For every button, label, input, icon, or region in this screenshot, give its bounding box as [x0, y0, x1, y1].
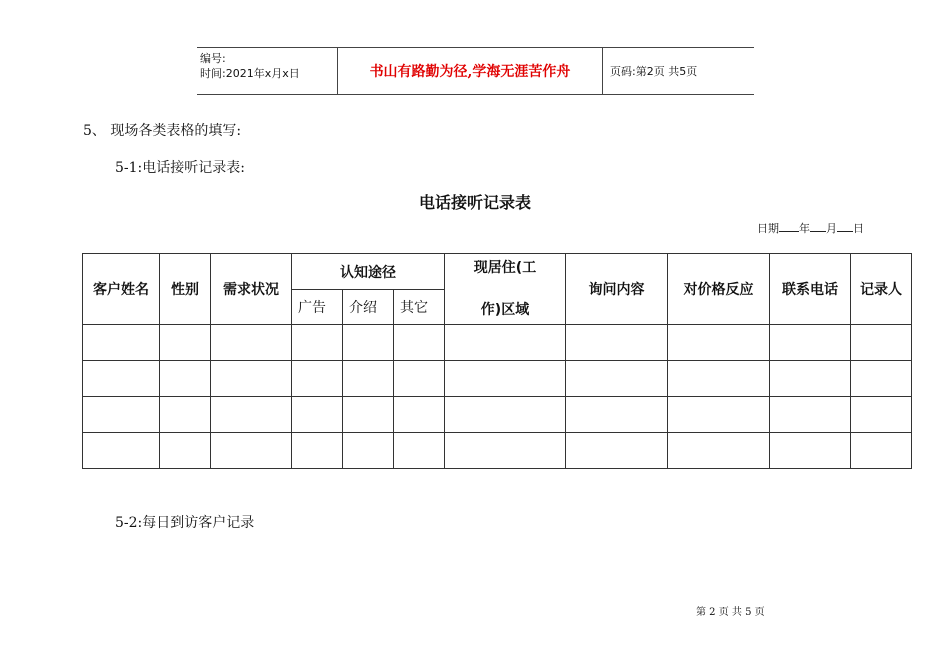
phone-call-record-table: [82, 253, 912, 469]
table-cell: [160, 433, 211, 469]
header-awareness-channel: 认知途径: [292, 254, 445, 290]
table-cell: [668, 325, 770, 361]
document-time-label: 时间:2021年x月x日: [200, 67, 300, 80]
date-label: 日期: [757, 222, 779, 235]
header-residence-area: [445, 254, 566, 325]
table-cell: [343, 433, 394, 469]
table-cell: [292, 325, 343, 361]
table-cell: [83, 325, 160, 361]
header-price-reaction: 对价格反应: [668, 254, 770, 325]
table-cell: [343, 325, 394, 361]
table-cell: [160, 397, 211, 433]
header-gender: 性别: [160, 254, 211, 325]
table-cell: [851, 361, 912, 397]
table-cell: [83, 361, 160, 397]
table-cell: [160, 325, 211, 361]
date-year-blank: [779, 221, 799, 232]
date-month-label: 月: [826, 222, 837, 235]
header-contact-phone: 联系电话: [770, 254, 851, 325]
table-cell: [211, 361, 292, 397]
table-cell: [211, 325, 292, 361]
table-cell: [445, 397, 566, 433]
table-cell: [770, 361, 851, 397]
section-heading-5: 5、 现场各类表格的填写:: [83, 123, 242, 139]
table-cell: [668, 397, 770, 433]
table-header-row: [83, 254, 912, 290]
table-cell: [394, 361, 445, 397]
header-channel-other: 其它: [394, 290, 445, 325]
header-channel-ad: 广告: [292, 290, 343, 325]
header-customer-name: 客户姓名: [83, 254, 160, 325]
section-heading-5-1: 5-1:电话接听记录表:: [115, 160, 245, 176]
table-cell: [566, 397, 668, 433]
header-demand-status: 需求状况: [211, 254, 292, 325]
header-inquiry-content: 询问内容: [566, 254, 668, 325]
table-cell: [211, 433, 292, 469]
date-month-blank: [810, 221, 826, 232]
date-line: [757, 220, 864, 236]
header-meta-cell: [197, 48, 338, 94]
header-recorder: 记录人: [851, 254, 912, 325]
table-cell: [343, 397, 394, 433]
document-number-label: 编号:: [200, 52, 226, 65]
table-cell: [770, 397, 851, 433]
date-day-blank: [837, 221, 853, 232]
table-cell: [292, 361, 343, 397]
header-channel-referral: 介绍: [343, 290, 394, 325]
table-cell: [566, 433, 668, 469]
section-heading-5-2: 5-2:每日到访客户记录: [115, 515, 255, 531]
header-residence-bottom: 作)区域: [480, 302, 530, 318]
table-cell: [445, 433, 566, 469]
table-cell: [394, 397, 445, 433]
table-cell: [445, 361, 566, 397]
header-motto: 书山有路勤为径,学海无涯苦作舟: [338, 48, 603, 94]
table-cell: [394, 325, 445, 361]
table-cell: [566, 361, 668, 397]
table-row: [83, 361, 912, 397]
table-title: 电话接听记录表: [418, 193, 531, 212]
table-cell: [668, 433, 770, 469]
table-cell: [770, 433, 851, 469]
table-cell: [343, 361, 394, 397]
table-row: [83, 397, 912, 433]
table-cell: [83, 433, 160, 469]
table-cell: [83, 397, 160, 433]
table-cell: [770, 325, 851, 361]
header-page-code: 页码:第2页 共5页: [610, 65, 698, 78]
table-cell: [566, 325, 668, 361]
table-cell: [394, 433, 445, 469]
table-cell: [292, 433, 343, 469]
table-cell: [851, 397, 912, 433]
date-day-label: 日: [853, 222, 864, 235]
table-cell: [160, 361, 211, 397]
table-cell: [292, 397, 343, 433]
header-residence-top: 现居住(工: [473, 260, 537, 276]
table-cell: [851, 325, 912, 361]
table-row: [83, 325, 912, 361]
table-cell: [851, 433, 912, 469]
table-cell: [211, 397, 292, 433]
footer-page-number: 第 2 页 共 5 页: [696, 607, 765, 618]
table-cell: [445, 325, 566, 361]
table-cell: [668, 361, 770, 397]
table-row: [83, 433, 912, 469]
date-year-label: 年: [799, 222, 810, 235]
page-header: [197, 47, 754, 95]
